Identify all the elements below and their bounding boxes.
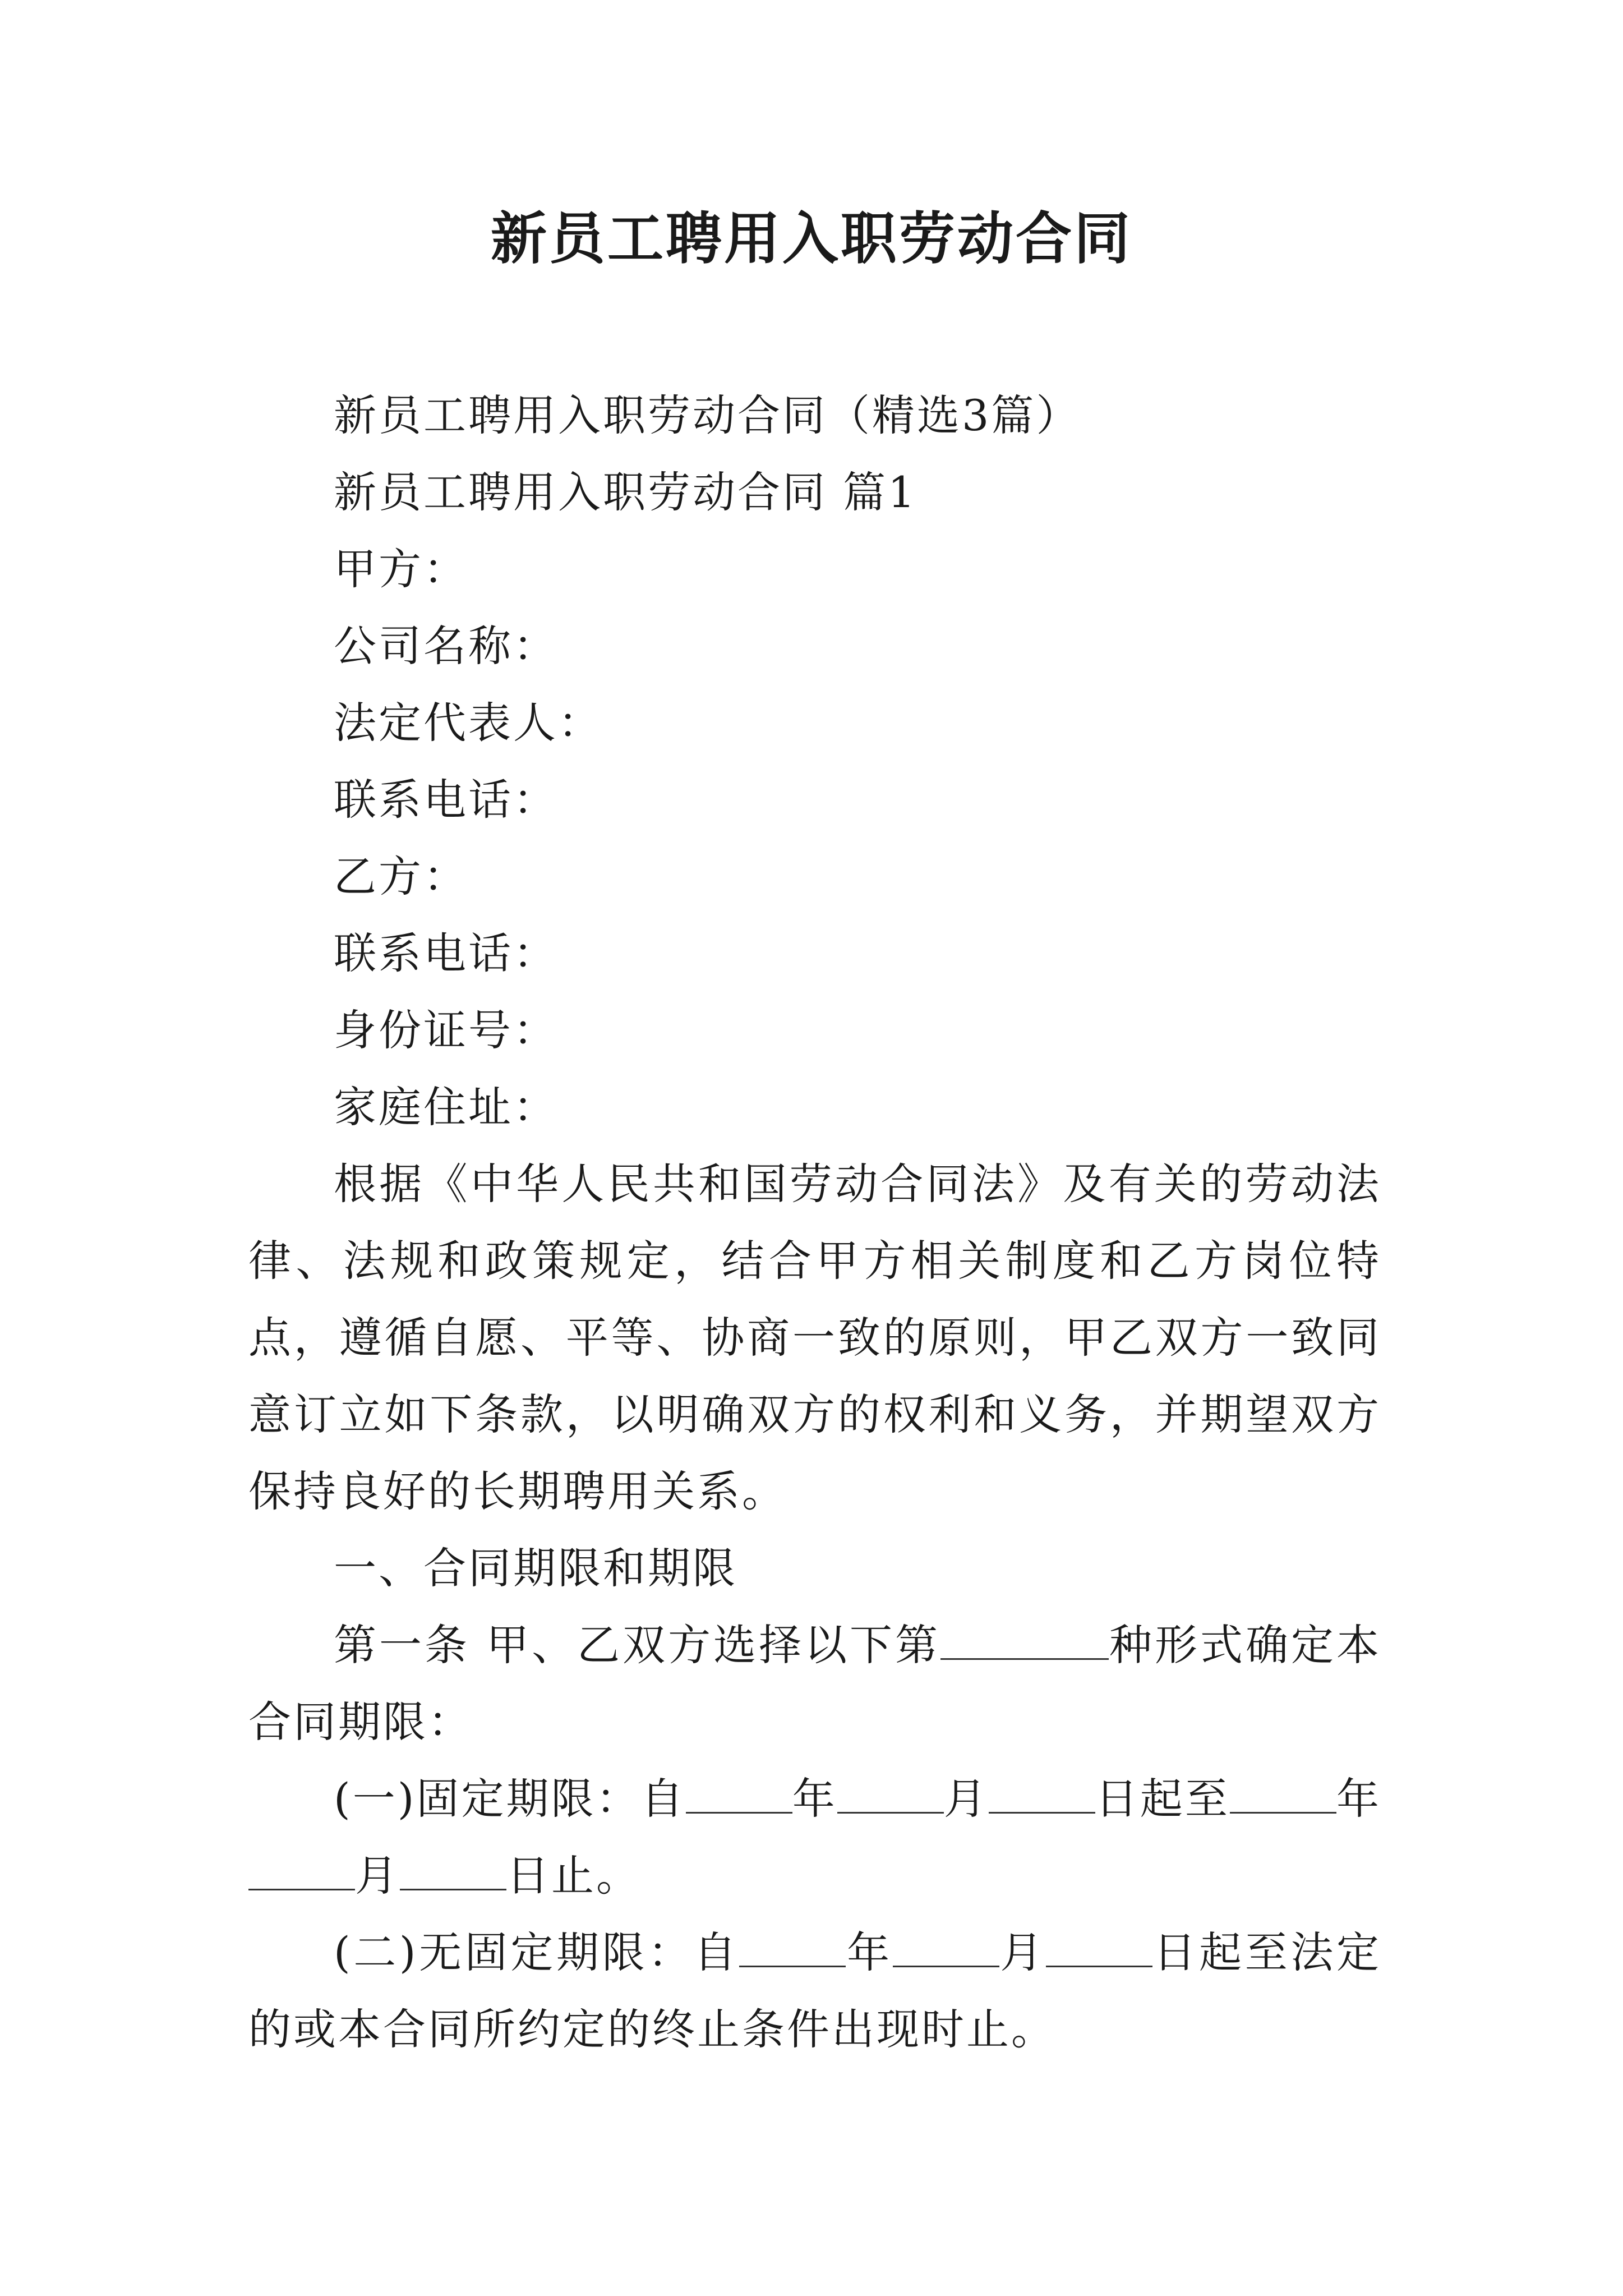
party-a-phone-label: 联系电话： [334,775,558,825]
open-term-paragraph [248,1914,1381,2068]
start-day-blank [989,1778,1095,1814]
party-b-label: 乙方： [334,852,468,901]
fixed-term-text: (一)固定期限：自 [334,1774,686,1824]
fixed-term-year-1: 年 [792,1774,837,1824]
end-month-blank [248,1855,355,1890]
end-day-blank [400,1855,506,1890]
open-start-year-blank [739,1932,846,1967]
open-term-text-2: 日起至法定的或本合同所约定的终止条件出现时止。 [248,1927,1381,2054]
start-year-blank [686,1778,792,1814]
fixed-term-month-2: 月 [355,1851,400,1901]
document-title: 新员工聘用入职劳动合同 [491,205,1132,272]
end-year-blank [1230,1778,1336,1814]
fixed-term-day-from: 日起至 [1095,1774,1230,1824]
legal-representative-label: 法定代表人： [334,698,603,748]
section-heading: 新员工聘用入职劳动合同 篇1 [334,467,917,517]
open-start-day-blank [1046,1932,1152,1967]
fixed-term-month-1: 月 [943,1774,989,1824]
company-name-label: 公司名称： [334,621,558,671]
chapter-one-heading: 一、合同期限和期限 [334,1543,737,1593]
fixed-term-paragraph [248,1760,1381,1914]
open-term-month: 月 [999,1927,1046,1977]
document-subtitle: 新员工聘用入职劳动合同（精选3篇） [334,390,1081,440]
party-a-label: 甲方： [334,544,468,594]
fixed-term-day-end: 日止。 [506,1851,641,1901]
preamble-paragraph: 根据《中华人民共和国劳动合同法》及有关的劳动法律、法规和政策规定，结合甲方相关制度和乙方岗位特点，遵循自愿、平等、协商一致的原则，甲乙双方一致同意订立如下条款，以明确双方的权利和义务，并期望双方保持良好的长期聘用关系。 [248,1159,1381,1516]
article-one-paragraph [248,1607,1381,1760]
open-start-month-blank [893,1932,999,1967]
fixed-term-year-2: 年 [1336,1774,1382,1824]
article-one-text-2: 种形式确定本合同期限： [248,1620,1381,1747]
id-number-label: 身份证号： [334,1005,558,1055]
open-term-text: (二)无固定期限：自 [334,1927,740,1977]
document-body [248,377,1381,2068]
open-term-year: 年 [846,1927,893,1977]
home-address-label: 家庭住址： [334,1082,558,1132]
article-one-text-1: 第一条 甲、乙双方选择以下第 [334,1620,941,1670]
contract-form-blank [940,1625,1109,1660]
start-month-blank [837,1778,944,1814]
party-b-phone-label: 联系电话： [334,928,558,978]
